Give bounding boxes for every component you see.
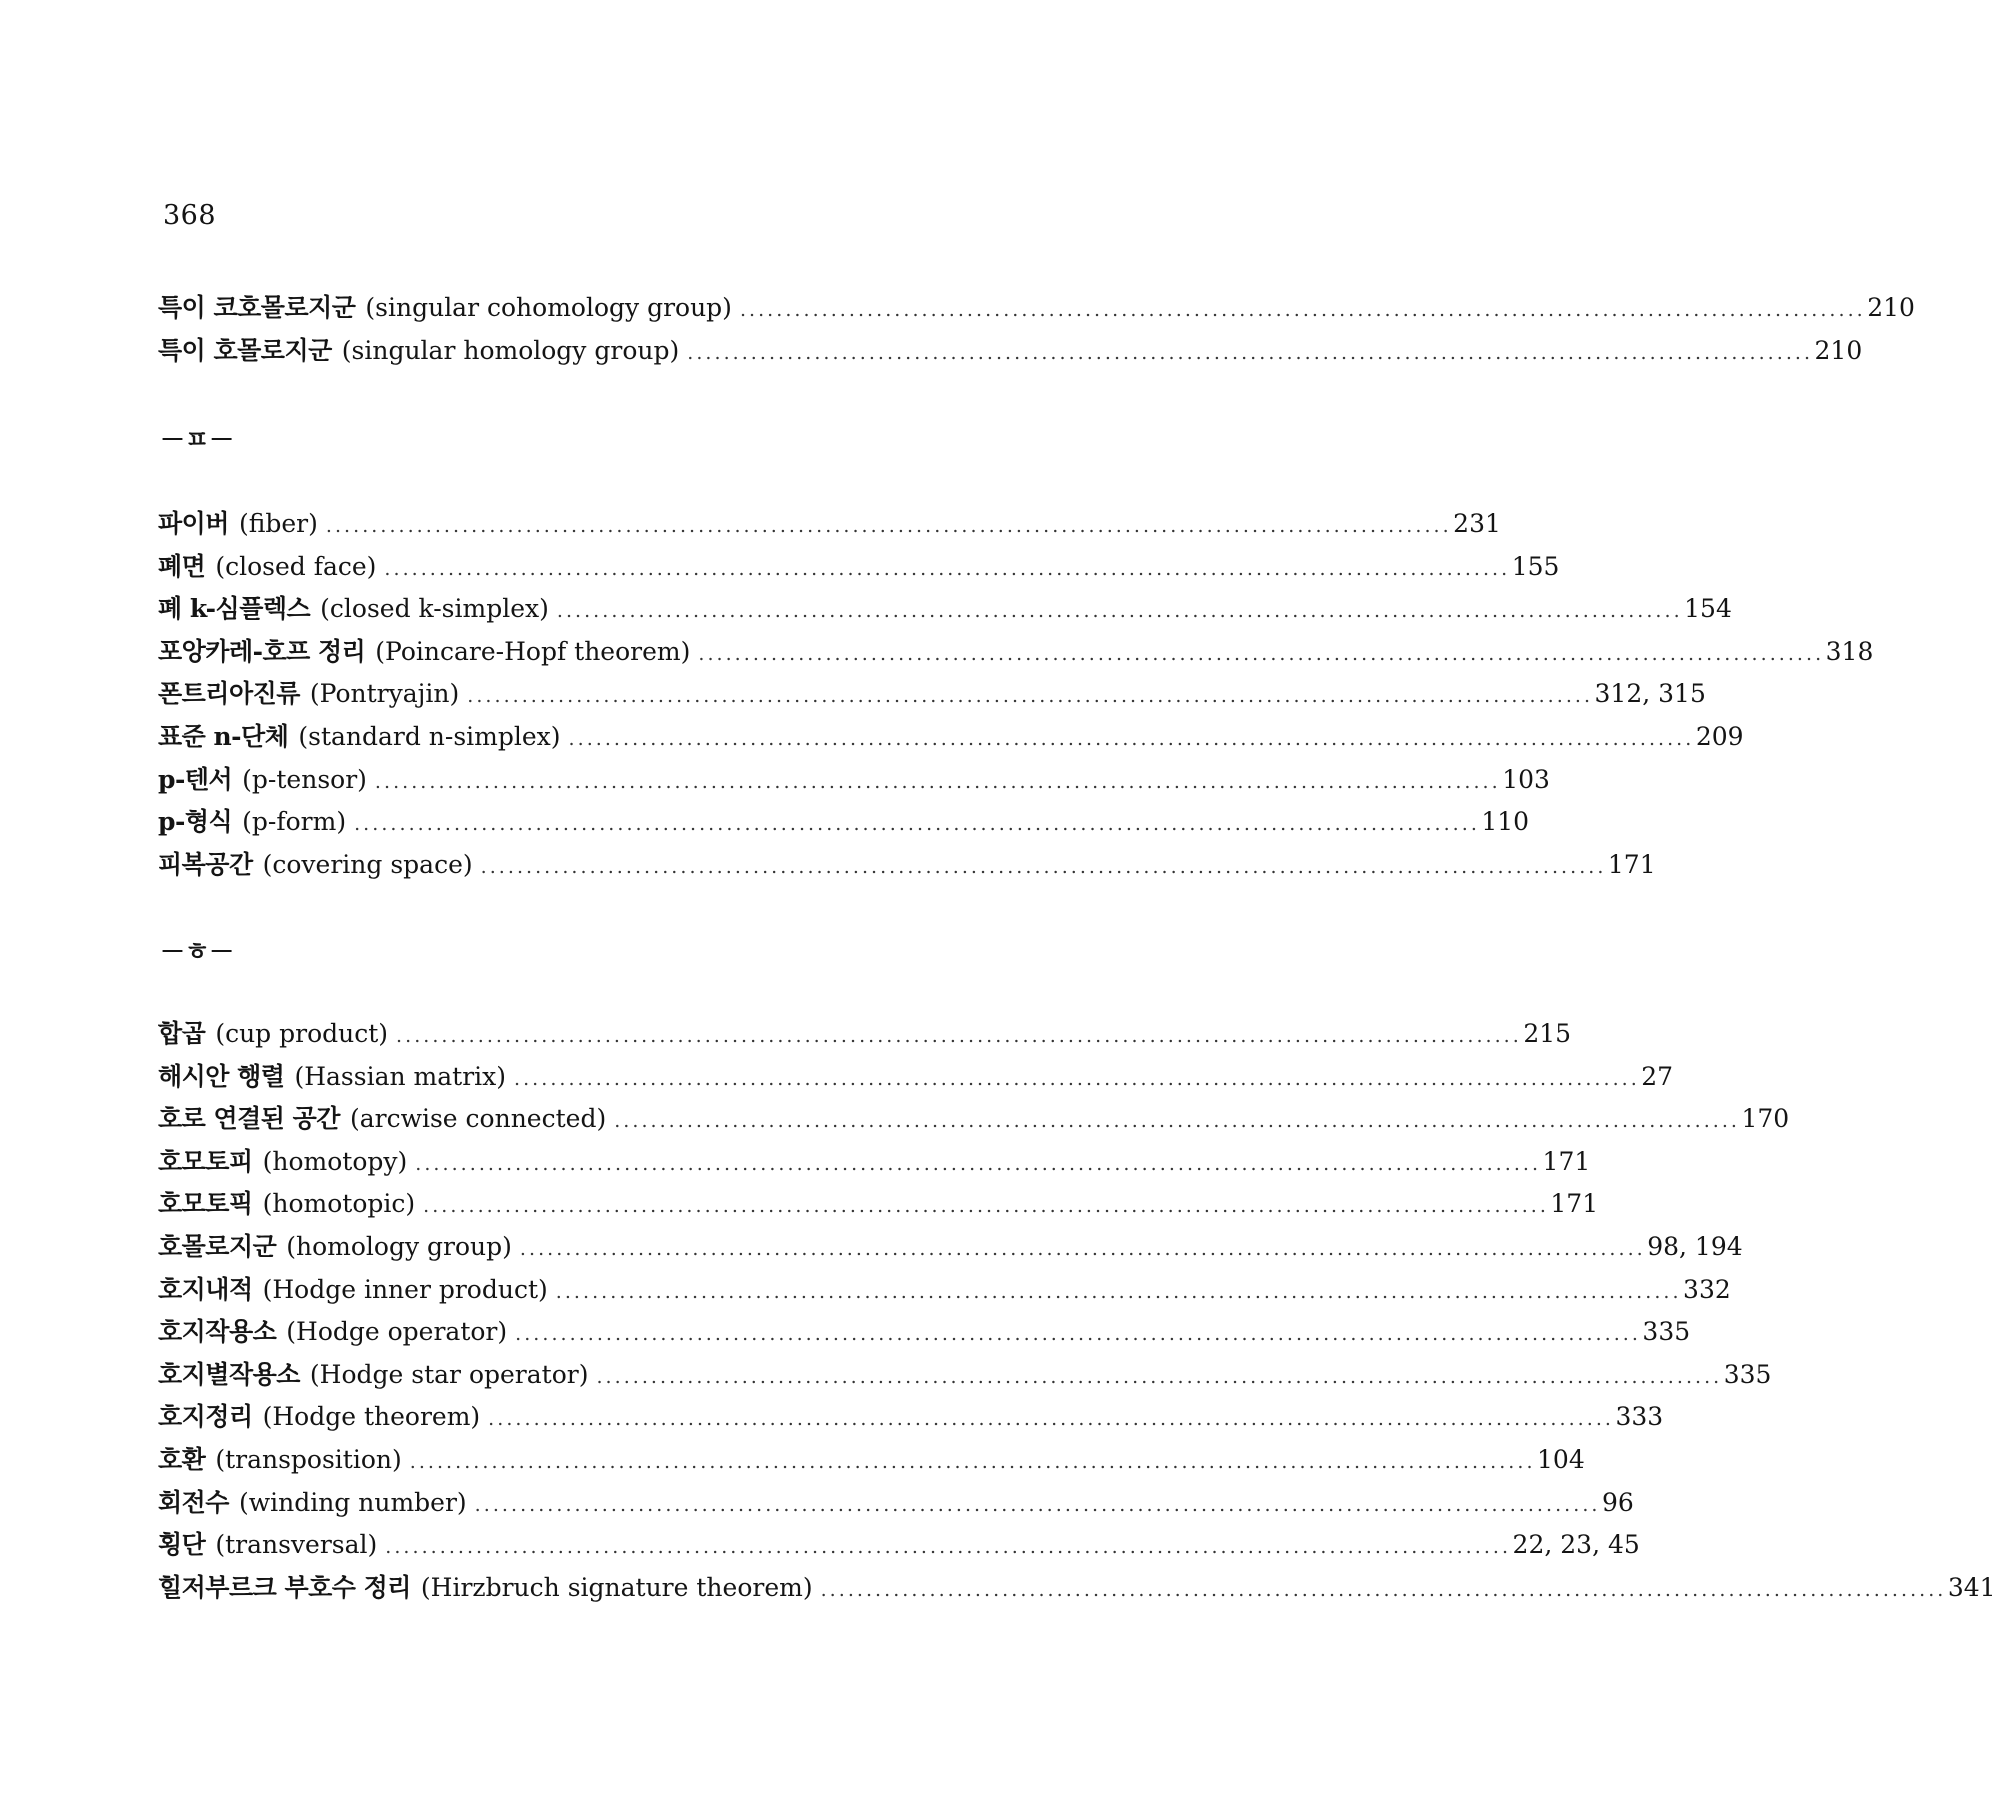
page-ref: 335	[1642, 1317, 1691, 1347]
dot-leader	[326, 515, 1447, 537]
korean-term: 특이 코호몰로지군	[158, 293, 356, 322]
korean-term: 횡단	[158, 1530, 206, 1560]
index-entry	[158, 288, 1915, 331]
page-ref: 170	[1741, 1104, 1790, 1134]
index-entry	[158, 1483, 1634, 1526]
index-entry	[158, 1227, 1743, 1270]
korean-term: p-텐서	[158, 764, 233, 794]
korean-term: 합곱	[158, 1019, 206, 1048]
english-term: (fiber)	[238, 509, 318, 538]
dot-leader	[557, 600, 1678, 622]
index-entry	[158, 674, 1706, 717]
page-ref: 110	[1481, 807, 1530, 837]
dot-leader	[740, 299, 1861, 321]
page-ref: 104	[1537, 1444, 1585, 1474]
dot-leader	[821, 1579, 1942, 1601]
korean-term: 호지작용소	[158, 1317, 277, 1347]
index-entry	[158, 717, 1744, 760]
english-term: (standard n-simplex)	[298, 721, 561, 751]
page-ref: 312, 315	[1594, 679, 1706, 709]
korean-term: p-형식	[158, 807, 233, 837]
english-term: (covering space)	[262, 849, 473, 879]
dot-leader	[514, 1068, 1635, 1090]
english-term: (transposition)	[215, 1444, 402, 1474]
index-entry	[158, 1184, 1599, 1227]
dot-leader	[596, 1366, 1717, 1388]
korean-term: 회전수	[158, 1487, 229, 1517]
index-section-continued	[158, 288, 1915, 373]
english-term: (homology group)	[286, 1231, 512, 1261]
dot-leader	[698, 643, 1819, 665]
dot-leader	[410, 1451, 1531, 1473]
korean-term: 폐면	[158, 551, 206, 581]
korean-term: 표준 n-단체	[158, 721, 289, 751]
index-entry	[158, 1014, 1572, 1057]
index-entry	[158, 632, 1874, 675]
page-ref: 171	[1550, 1189, 1599, 1219]
index-entry	[158, 760, 1550, 803]
index-entry	[158, 1397, 1664, 1440]
english-term: (closed k-simplex)	[320, 594, 549, 624]
dot-leader	[475, 1494, 1596, 1516]
korean-term: 호로 연결된 공간	[158, 1104, 340, 1134]
english-term: (Poincare-Hopf theorem)	[375, 636, 691, 666]
english-term: (winding number)	[238, 1487, 467, 1517]
page-ref: 22, 23, 45	[1512, 1530, 1640, 1560]
korean-term: 호지별작용소	[158, 1359, 300, 1389]
english-term: (homotopic)	[262, 1189, 416, 1219]
korean-term: 호모토피	[158, 1146, 253, 1176]
index-entry	[158, 331, 1863, 374]
page-ref: 98, 194	[1647, 1231, 1743, 1261]
korean-term: 호지내적	[158, 1274, 253, 1304]
dot-leader	[687, 342, 1808, 364]
section-heading-hieut: －ㅎ－	[160, 937, 235, 966]
index-entry	[158, 1270, 1731, 1313]
korean-term: 호지정리	[158, 1402, 253, 1432]
page-ref: 155	[1511, 551, 1560, 581]
page-ref: 335	[1723, 1359, 1772, 1389]
korean-term: 힐저부르크 부호수 정리	[158, 1572, 411, 1602]
page-ref: 209	[1695, 721, 1744, 751]
english-term: (arcwise connected)	[349, 1104, 607, 1134]
english-term: (Hodge star operator)	[309, 1359, 589, 1389]
page-ref: 215	[1523, 1019, 1572, 1048]
english-term: (Hodge theorem)	[262, 1402, 481, 1432]
dot-leader	[354, 813, 1475, 835]
dot-leader	[384, 558, 1505, 580]
dot-leader	[614, 1110, 1735, 1132]
page-ref: 154	[1684, 594, 1732, 624]
index-entry	[158, 589, 1732, 632]
index-entry	[158, 802, 1530, 845]
index-section-hieut	[158, 1014, 1996, 1610]
dot-leader	[423, 1195, 1544, 1217]
english-term: (transversal)	[215, 1530, 378, 1560]
dot-leader	[481, 856, 1602, 878]
index-entry	[158, 1440, 1585, 1483]
index-entry	[158, 1568, 1996, 1611]
section-heading-pieup: －ㅍ－	[160, 425, 235, 454]
page-ref: 318	[1825, 636, 1874, 666]
korean-term: 파이버	[158, 509, 229, 538]
english-term: (Hassian matrix)	[294, 1061, 506, 1091]
dot-leader	[515, 1323, 1636, 1345]
english-term: (homotopy)	[262, 1146, 408, 1176]
page-ref: 210	[1814, 335, 1863, 365]
index-entry	[158, 504, 1501, 547]
dot-leader	[375, 771, 1496, 793]
dot-leader	[415, 1153, 1536, 1175]
index-entry	[158, 1312, 1691, 1355]
index-section-pieup	[158, 504, 1874, 887]
page-ref: 341	[1947, 1572, 1996, 1602]
page-ref: 332	[1683, 1274, 1731, 1304]
english-term: (singular homology group)	[341, 335, 680, 365]
dot-leader	[385, 1536, 1506, 1558]
english-term: (cup product)	[215, 1019, 389, 1048]
page-ref: 171	[1607, 849, 1656, 879]
dot-leader	[488, 1408, 1609, 1430]
dot-leader	[569, 728, 1690, 750]
index-entry	[158, 845, 1656, 888]
english-term: (Hodge operator)	[286, 1317, 508, 1347]
dot-leader	[556, 1281, 1677, 1303]
korean-term: 피복공간	[158, 849, 253, 879]
english-term: (Hodge inner product)	[262, 1274, 548, 1304]
english-term: (closed face)	[215, 551, 377, 581]
page-ref: 103	[1502, 764, 1550, 794]
page-ref: 171	[1542, 1146, 1591, 1176]
index-entry	[158, 1057, 1674, 1100]
index-entry	[158, 1355, 1772, 1398]
page-ref: 27	[1641, 1061, 1674, 1091]
english-term: (Hirzbruch signature theorem)	[420, 1572, 813, 1602]
dot-leader	[467, 685, 1588, 707]
korean-term: 특이 호몰로지군	[158, 335, 332, 365]
dot-leader	[520, 1238, 1641, 1260]
english-term: (Pontryajin)	[309, 679, 460, 709]
korean-term: 호환	[158, 1444, 206, 1474]
page-number: 368	[163, 200, 217, 231]
index-entry	[158, 1099, 1790, 1142]
english-term: (singular cohomology group)	[365, 293, 732, 322]
korean-term: 해시안 행렬	[158, 1061, 285, 1091]
korean-term: 폐 k-심플렉스	[158, 594, 311, 624]
page-ref: 96	[1601, 1487, 1634, 1517]
index-entry	[158, 1525, 1640, 1568]
index-entry	[158, 1142, 1591, 1185]
page-ref: 231	[1453, 509, 1501, 538]
korean-term: 포앙카레-호프 정리	[158, 636, 366, 666]
korean-term: 폰트리아진류	[158, 679, 300, 709]
dot-leader	[396, 1025, 1517, 1047]
english-term: (p-tensor)	[242, 764, 367, 794]
page-ref: 210	[1867, 293, 1915, 322]
korean-term: 호몰로지군	[158, 1231, 277, 1261]
english-term: (p-form)	[242, 807, 347, 837]
page-ref: 333	[1615, 1402, 1664, 1432]
index-entry	[158, 547, 1560, 590]
korean-term: 호모토픽	[158, 1189, 253, 1219]
